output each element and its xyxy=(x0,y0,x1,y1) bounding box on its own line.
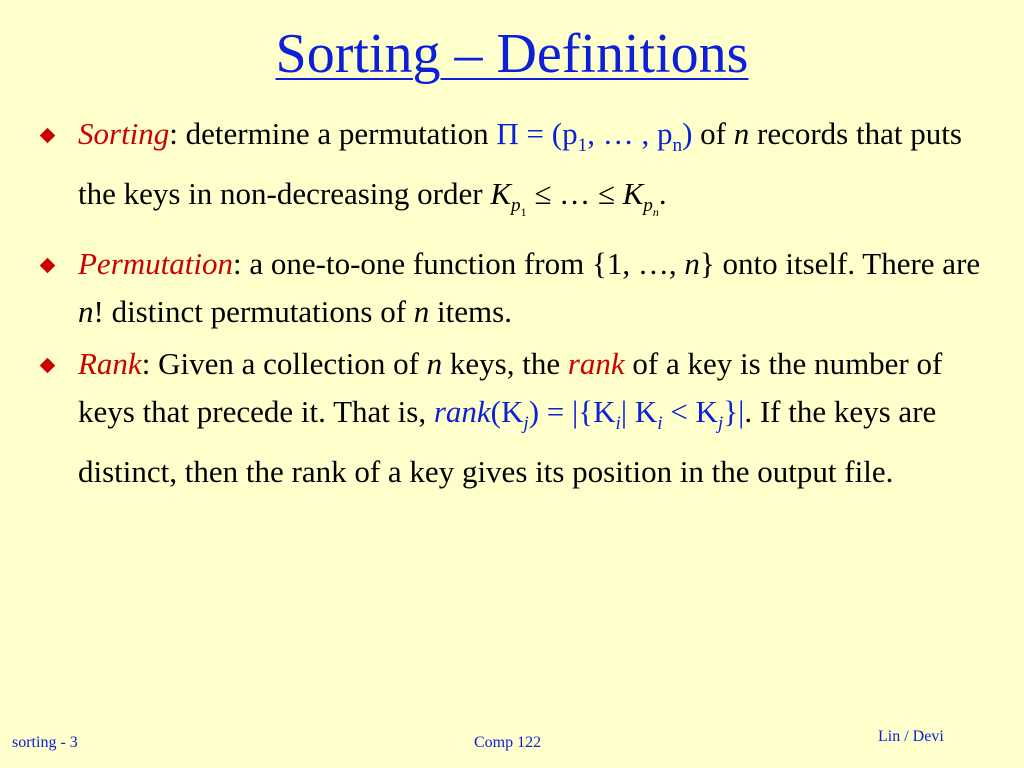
rank-formula xyxy=(433,394,745,435)
var-n: n xyxy=(426,346,443,382)
bullet-sorting xyxy=(0,110,1024,236)
subscript-letter: p xyxy=(643,195,653,217)
diamond-bullet-icon xyxy=(40,258,56,274)
bullet-list xyxy=(0,110,1024,500)
formula-part: rank xyxy=(433,394,491,430)
text: : xyxy=(169,116,178,151)
subscript: 1 xyxy=(577,135,588,157)
subscript: i xyxy=(657,413,663,435)
term-permutation: Permutation xyxy=(78,246,233,282)
formula-part: (K xyxy=(490,394,524,430)
footer-authors: Lin / Devi xyxy=(878,728,944,745)
text: } onto itself. There are xyxy=(699,246,981,282)
text: determine a permutation xyxy=(177,116,497,151)
subscript-index: 1 xyxy=(520,205,527,220)
diamond-bullet-icon xyxy=(40,358,56,374)
text: : a one-to-one function from {1, …, xyxy=(233,246,685,282)
subscript: n xyxy=(672,135,683,157)
text: items. xyxy=(429,294,512,330)
key-K: K xyxy=(490,176,512,212)
formula-part: Π = (p xyxy=(496,116,578,151)
text: ! distinct permutations of xyxy=(93,294,414,330)
text: : Given a collection of xyxy=(141,346,427,382)
term-sorting: Sorting xyxy=(78,116,170,151)
text: records that puts the keys in non-decreasing order xyxy=(78,116,962,212)
text: . If the keys are distinct, then the rank of a key gives its position in the output file. xyxy=(78,394,937,490)
diamond-bullet-icon xyxy=(40,128,56,144)
formula-part: < K xyxy=(662,394,718,430)
subscript: j xyxy=(717,413,724,435)
bullet-rank xyxy=(0,340,1024,496)
subscript-letter: p xyxy=(511,195,521,217)
term-rank-inline: rank xyxy=(567,346,625,382)
formula-part: ) xyxy=(682,116,693,151)
subscript-p xyxy=(643,195,659,220)
var-n: n xyxy=(684,246,700,282)
bullet-permutation xyxy=(0,240,1024,336)
key-K: K xyxy=(622,176,644,212)
text: ≤ … ≤ xyxy=(526,176,623,212)
footer-course: Comp 122 xyxy=(474,734,542,751)
subscript: j xyxy=(523,413,529,435)
slide-title: Sorting – Definitions xyxy=(275,23,749,85)
text: of xyxy=(692,116,734,151)
text: of a key is the number of keys that precede it. That is, xyxy=(78,346,943,430)
permutation-formula xyxy=(496,116,693,157)
formula-part: , … , p xyxy=(587,116,673,151)
subscript: i xyxy=(615,413,621,435)
var-n: n xyxy=(78,294,94,330)
var-n: n xyxy=(733,116,750,151)
term-rank: Rank xyxy=(78,346,142,382)
text: . xyxy=(658,176,667,212)
text: keys, the xyxy=(442,346,568,382)
subscript-p xyxy=(511,195,527,220)
formula-part: | K xyxy=(620,394,658,430)
footer-slide-label: sorting - 3 xyxy=(12,734,78,751)
subscript-index: n xyxy=(652,205,659,220)
formula-part: ) = |{K xyxy=(528,394,616,430)
formula-part: }| xyxy=(723,394,745,430)
var-n: n xyxy=(413,294,430,330)
